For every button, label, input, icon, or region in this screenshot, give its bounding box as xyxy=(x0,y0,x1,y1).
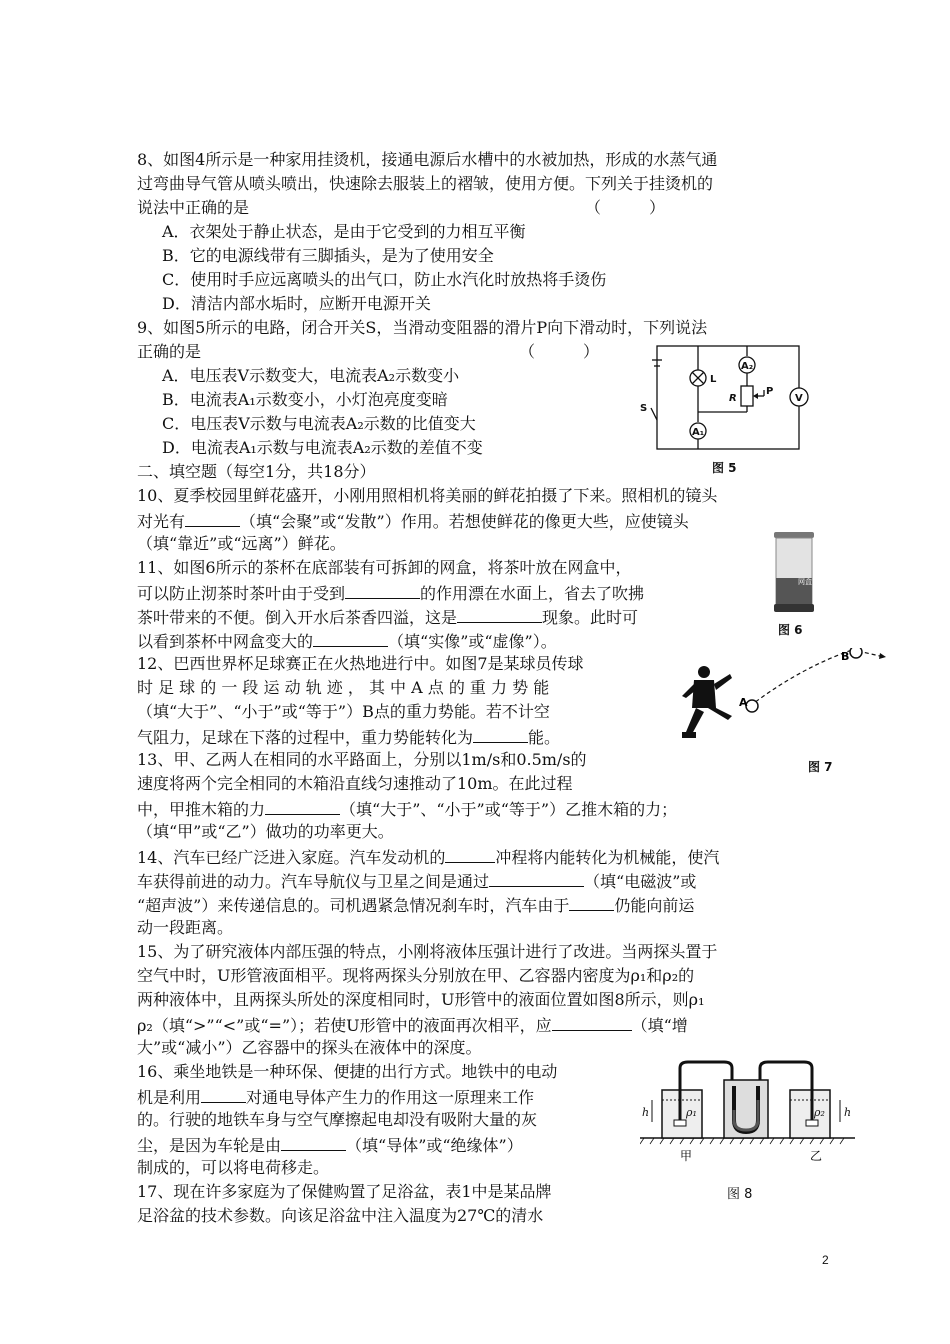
q11-line2: 可以防止沏茶时茶叶由于受到 的作用漂在水面上，省去了吹拂 xyxy=(137,580,644,606)
fig5-label-v: V xyxy=(795,393,803,404)
q11-line3: 茶叶带来的不便。倒入开水后茶香四溢，这是 现象。此时可 xyxy=(137,604,638,630)
q9-option-c: C．电压表V示数与电流表A₂示数的比值变大 xyxy=(162,414,476,433)
q16-blank-1[interactable] xyxy=(201,1084,246,1103)
fig5-label-a1: A₁ xyxy=(692,427,705,438)
section-2-heading: 二、填空题（每空1分，共18分） xyxy=(137,462,376,481)
figure-6-teacup xyxy=(768,530,820,618)
q14-blank-2[interactable] xyxy=(489,868,584,887)
q15-line1: 15、为了研究液体内部压强的特点，小刚将液体压强计进行了改进。当两探头置于 xyxy=(137,942,718,961)
q16-line3: 的。行驶的地铁车身与空气摩擦起电却没有吸附大量的灰 xyxy=(137,1110,538,1129)
q8-option-a: A．衣架处于静止状态，是由于它受到的力相互平衡 xyxy=(162,222,526,241)
q11-line4: 以看到茶杯中网盒变大的 （填“实像”或“虚像”）。 xyxy=(137,628,557,654)
q12-line3: （填“大于”、“小于”或“等于”）B点的重力势能。若不计空 xyxy=(137,702,550,721)
q16-line1: 16、乘坐地铁是一种环保、便捷的出行方式。地铁中的电动 xyxy=(137,1062,558,1081)
q14-line4: 动一段距离。 xyxy=(137,918,234,937)
fig5-label-p: P xyxy=(766,386,774,397)
q15-line5: 大”或“减小”）乙容器中的探头在液体中的深度。 xyxy=(137,1038,482,1057)
fig8-label-rho1: ρ₁ xyxy=(686,1106,697,1119)
q13-line3: 中，甲推木箱的力 （填“大于”、“小于”或“等于”）乙推木箱的力； xyxy=(137,796,677,822)
q9-option-b: B．电流表A₁示数变小，小灯泡亮度变暗 xyxy=(162,390,448,409)
q15-line4: ρ₂（填“>”“<”或“=”）；若使U形管中的液面再次相平，应 （填“增 xyxy=(137,1012,688,1038)
q8-option-c: C．使用时手应远离喷头的出气口，防止水汽化时放热将手烫伤 xyxy=(162,270,607,289)
fig6-label-wanghe: 网盒 xyxy=(798,578,812,586)
fig5-label-l: L xyxy=(710,374,717,385)
q17-line1: 17、现在许多家庭为了保健购置了足浴盆，表1中是某品牌 xyxy=(137,1182,552,1201)
q17-line2: 足浴盆的技术参数。向该足浴盆中注入温度为27℃的清水 xyxy=(137,1206,544,1225)
q12-blank-1[interactable] xyxy=(473,724,528,743)
q14-blank-1[interactable] xyxy=(445,844,495,863)
q15-line3: 两种液体中，且两探头所处的深度相同时，U形管中的液面位置如图8所示，则ρ₁ xyxy=(137,990,705,1009)
fig8-label-jia: 甲 xyxy=(680,1149,693,1163)
q9-option-a: A．电压表V示数变大，电流表A₂示数变小 xyxy=(162,366,460,385)
q9-option-d: D．电流表A₁示数与电流表A₂示数的差值不变 xyxy=(162,438,483,457)
q12-line1: 12、巴西世界杯足球赛正在火热地进行中。如图7是某球员传球 xyxy=(137,654,584,673)
fig8-label-h-right: h xyxy=(844,1106,852,1119)
q9-line1: 9、如图5所示的电路，闭合开关S，当滑动变阻器的滑片P向下滑动时，下列说法 xyxy=(137,318,708,337)
q9-line2: 正确的是 xyxy=(137,342,202,361)
q10-line2: 对光有 （填“会聚”或“发散”）作用。若想使鲜花的像更大些，应使镜头 xyxy=(137,508,689,534)
fig8-label-h-left: h xyxy=(642,1106,650,1119)
q11-line1: 11、如图6所示的茶杯在底部装有可拆卸的网盒，将茶叶放在网盒中， xyxy=(137,558,632,577)
q16-line5: 制成的，可以将电荷移走。 xyxy=(137,1158,330,1177)
q8-option-b: B．它的电源线带有三脚插头，是为了使用安全 xyxy=(162,246,494,265)
figure-5-caption: 图 5 xyxy=(712,461,737,475)
q13-blank-1[interactable] xyxy=(265,796,340,815)
q10-blank-1[interactable] xyxy=(185,508,240,527)
figure-8-caption: 图 8 xyxy=(727,1187,753,1202)
figure-7-football-trajectory xyxy=(680,648,890,756)
q12-line4: 气阻力，足球在下落的过程中，重力势能转化为 能。 xyxy=(137,724,560,750)
q16-line2: 机是利用 对通电导体产生力的作用这一原理来工作 xyxy=(137,1084,534,1110)
figure-6-caption: 图 6 xyxy=(778,623,803,637)
q11-blank-2[interactable] xyxy=(457,604,542,623)
q11-blank-3[interactable] xyxy=(313,628,388,647)
fig5-label-r: R xyxy=(729,393,737,404)
q8-answer-paren: （ ） xyxy=(585,198,666,217)
q12-line2: 时 足 球 的 一 段 运 动 轨 迹 ， 其 中 A 点 的 重 力 势 能 xyxy=(137,678,550,697)
figure-8-pressure-gauge xyxy=(640,1060,855,1170)
q13-line2: 速度将两个完全相同的木箱沿直线匀速推动了10m。在此过程 xyxy=(137,774,573,793)
fig7-label-a: A xyxy=(739,696,748,709)
q16-line4: 尘，是因为车轮是由 （填“导体”或“绝缘体”） xyxy=(137,1132,523,1158)
q15-blank-1[interactable] xyxy=(552,1012,632,1031)
fig8-label-yi: 乙 xyxy=(810,1149,823,1163)
q10-line1: 10、夏季校园里鲜花盛开，小刚用照相机将美丽的鲜花拍摄了下来。照相机的镜头 xyxy=(137,486,718,505)
fig7-label-b: B xyxy=(841,650,850,663)
q13-line4: （填“甲”或“乙”）做功的功率更大。 xyxy=(137,822,394,841)
q11-blank-1[interactable] xyxy=(345,580,420,599)
figure-7-caption: 图 7 xyxy=(808,760,833,774)
fig8-label-rho2: ρ₂ xyxy=(814,1106,825,1119)
q14-line3: “超声波”）来传递信息的。司机遇紧急情况刹车时，汽车由于 仍能向前运 xyxy=(137,892,694,918)
fig5-label-a2: A₂ xyxy=(741,361,754,372)
q14-line2: 车获得前进的动力。汽车导航仪与卫星之间是通过 （填“电磁波”或 xyxy=(137,868,696,894)
q10-line3: （填“靠近”或“远离”）鲜花。 xyxy=(137,534,346,553)
q14-blank-3[interactable] xyxy=(569,892,614,911)
q13-line1: 13、甲、乙两人在相同的水平路面上，分别以1m/s和0.5m/s的 xyxy=(137,750,587,769)
q9-answer-paren: （ ） xyxy=(519,342,600,361)
q8-line3: 说法中正确的是 xyxy=(137,198,250,217)
q14-line1: 14、汽车已经广泛进入家庭。汽车发动机的 冲程将内能转化为机械能，使汽 xyxy=(137,844,719,870)
q8-option-d: D．清洁内部水垢时，应断开电源开关 xyxy=(162,294,431,313)
page-number: 2 xyxy=(822,1253,829,1267)
q8-line2: 过弯曲导气管从喷头喷出，快速除去服装上的褶皱，使用方便。下列关于挂烫机的 xyxy=(137,174,714,193)
q16-blank-2[interactable] xyxy=(281,1132,346,1151)
fig5-label-s: S xyxy=(640,403,648,414)
q8-line1: 8、如图4所示是一种家用挂烫机，接通电源后水槽中的水被加热，形成的水蒸气通 xyxy=(137,150,718,169)
q15-line2: 空气中时，U形管液面相平。现将两探头分别放在甲、乙容器内密度为ρ₁和ρ₂的 xyxy=(137,966,695,985)
